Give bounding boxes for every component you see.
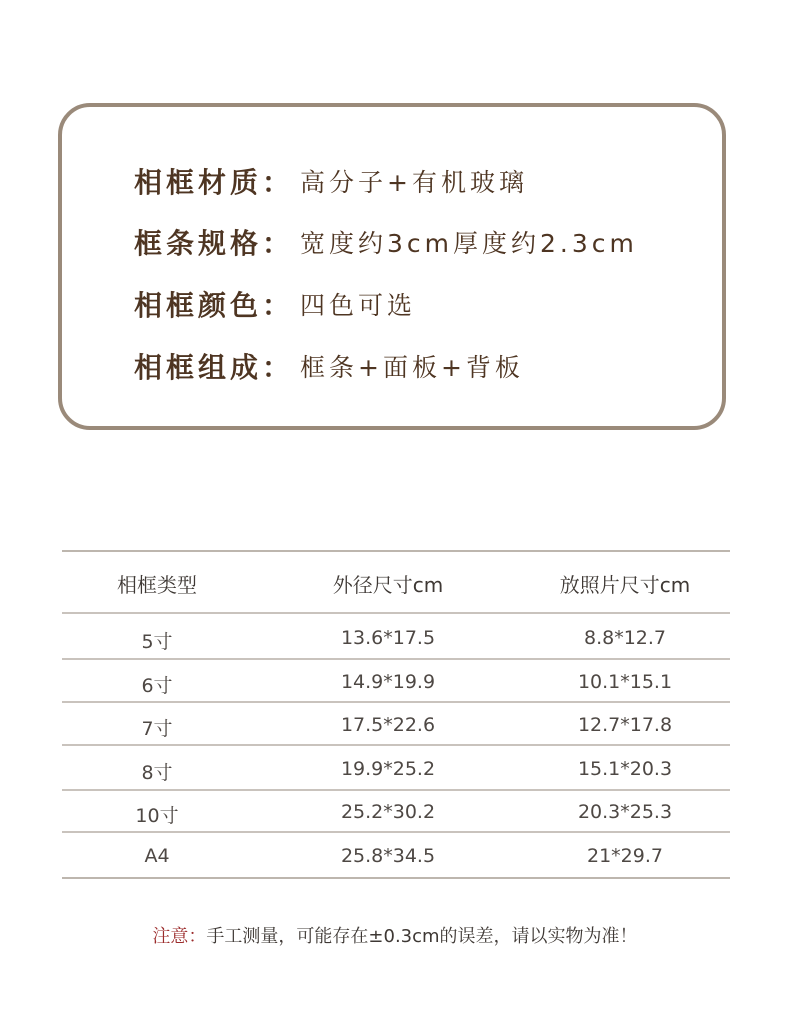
material-spec-card [58, 103, 726, 430]
table-cell: 5寸 [141, 631, 173, 653]
table-cell: 15.1*20.3 [577, 758, 673, 780]
measurement-notice [0, 922, 790, 948]
notice-label: 注意： [152, 926, 207, 947]
spec-row-material [134, 161, 528, 201]
table-cell: 8寸 [141, 762, 173, 784]
table-cell: 14.9*19.9 [340, 671, 436, 693]
table-cell: 10寸 [135, 805, 179, 827]
table-cell: 25.8*34.5 [340, 845, 436, 867]
table-cell: 20.3*25.3 [577, 801, 673, 823]
table-header-cell: 相框类型 [117, 573, 197, 597]
table-divider [62, 744, 730, 746]
table-cell: 7寸 [141, 718, 173, 740]
table-cell: 8.8*12.7 [583, 627, 667, 649]
spec-value: 框条+面板+背板 [300, 353, 524, 382]
table-divider [62, 550, 730, 552]
table-divider [62, 877, 730, 879]
spec-value: 四色可选 [300, 291, 417, 320]
spec-label: 相框材质： [134, 166, 295, 199]
table-divider [62, 658, 730, 660]
notice-text: 手工测量，可能存在±0.3cm的误差，请以实物为准！ [206, 926, 638, 947]
table-cell: 21*29.7 [587, 845, 663, 867]
table-divider [62, 831, 730, 833]
table-cell: 6寸 [141, 675, 173, 697]
spec-value: 宽度约3cm厚度约2.3cm [300, 229, 638, 258]
spec-label: 相框颜色： [134, 289, 295, 322]
table-cell: A4 [144, 845, 170, 867]
table-cell: 12.7*17.8 [577, 714, 673, 736]
table-divider [62, 789, 730, 791]
table-cell: 13.6*17.5 [340, 627, 436, 649]
table-divider [62, 701, 730, 703]
table-header-cell: 外径尺寸cm [332, 573, 444, 597]
spec-row-color [134, 284, 416, 324]
spec-row-frame-size [134, 222, 638, 262]
table-cell: 19.9*25.2 [340, 758, 436, 780]
table-header-cell: 放照片尺寸cm [559, 573, 691, 597]
spec-label: 相框组成： [134, 351, 295, 384]
spec-label: 框条规格： [134, 227, 295, 260]
table-cell: 17.5*22.6 [340, 714, 436, 736]
spec-row-composition [134, 346, 524, 386]
table-cell: 25.2*30.2 [340, 801, 436, 823]
table-divider [62, 612, 730, 614]
table-cell: 10.1*15.1 [577, 671, 673, 693]
spec-value: 高分子+有机玻璃 [300, 168, 528, 197]
